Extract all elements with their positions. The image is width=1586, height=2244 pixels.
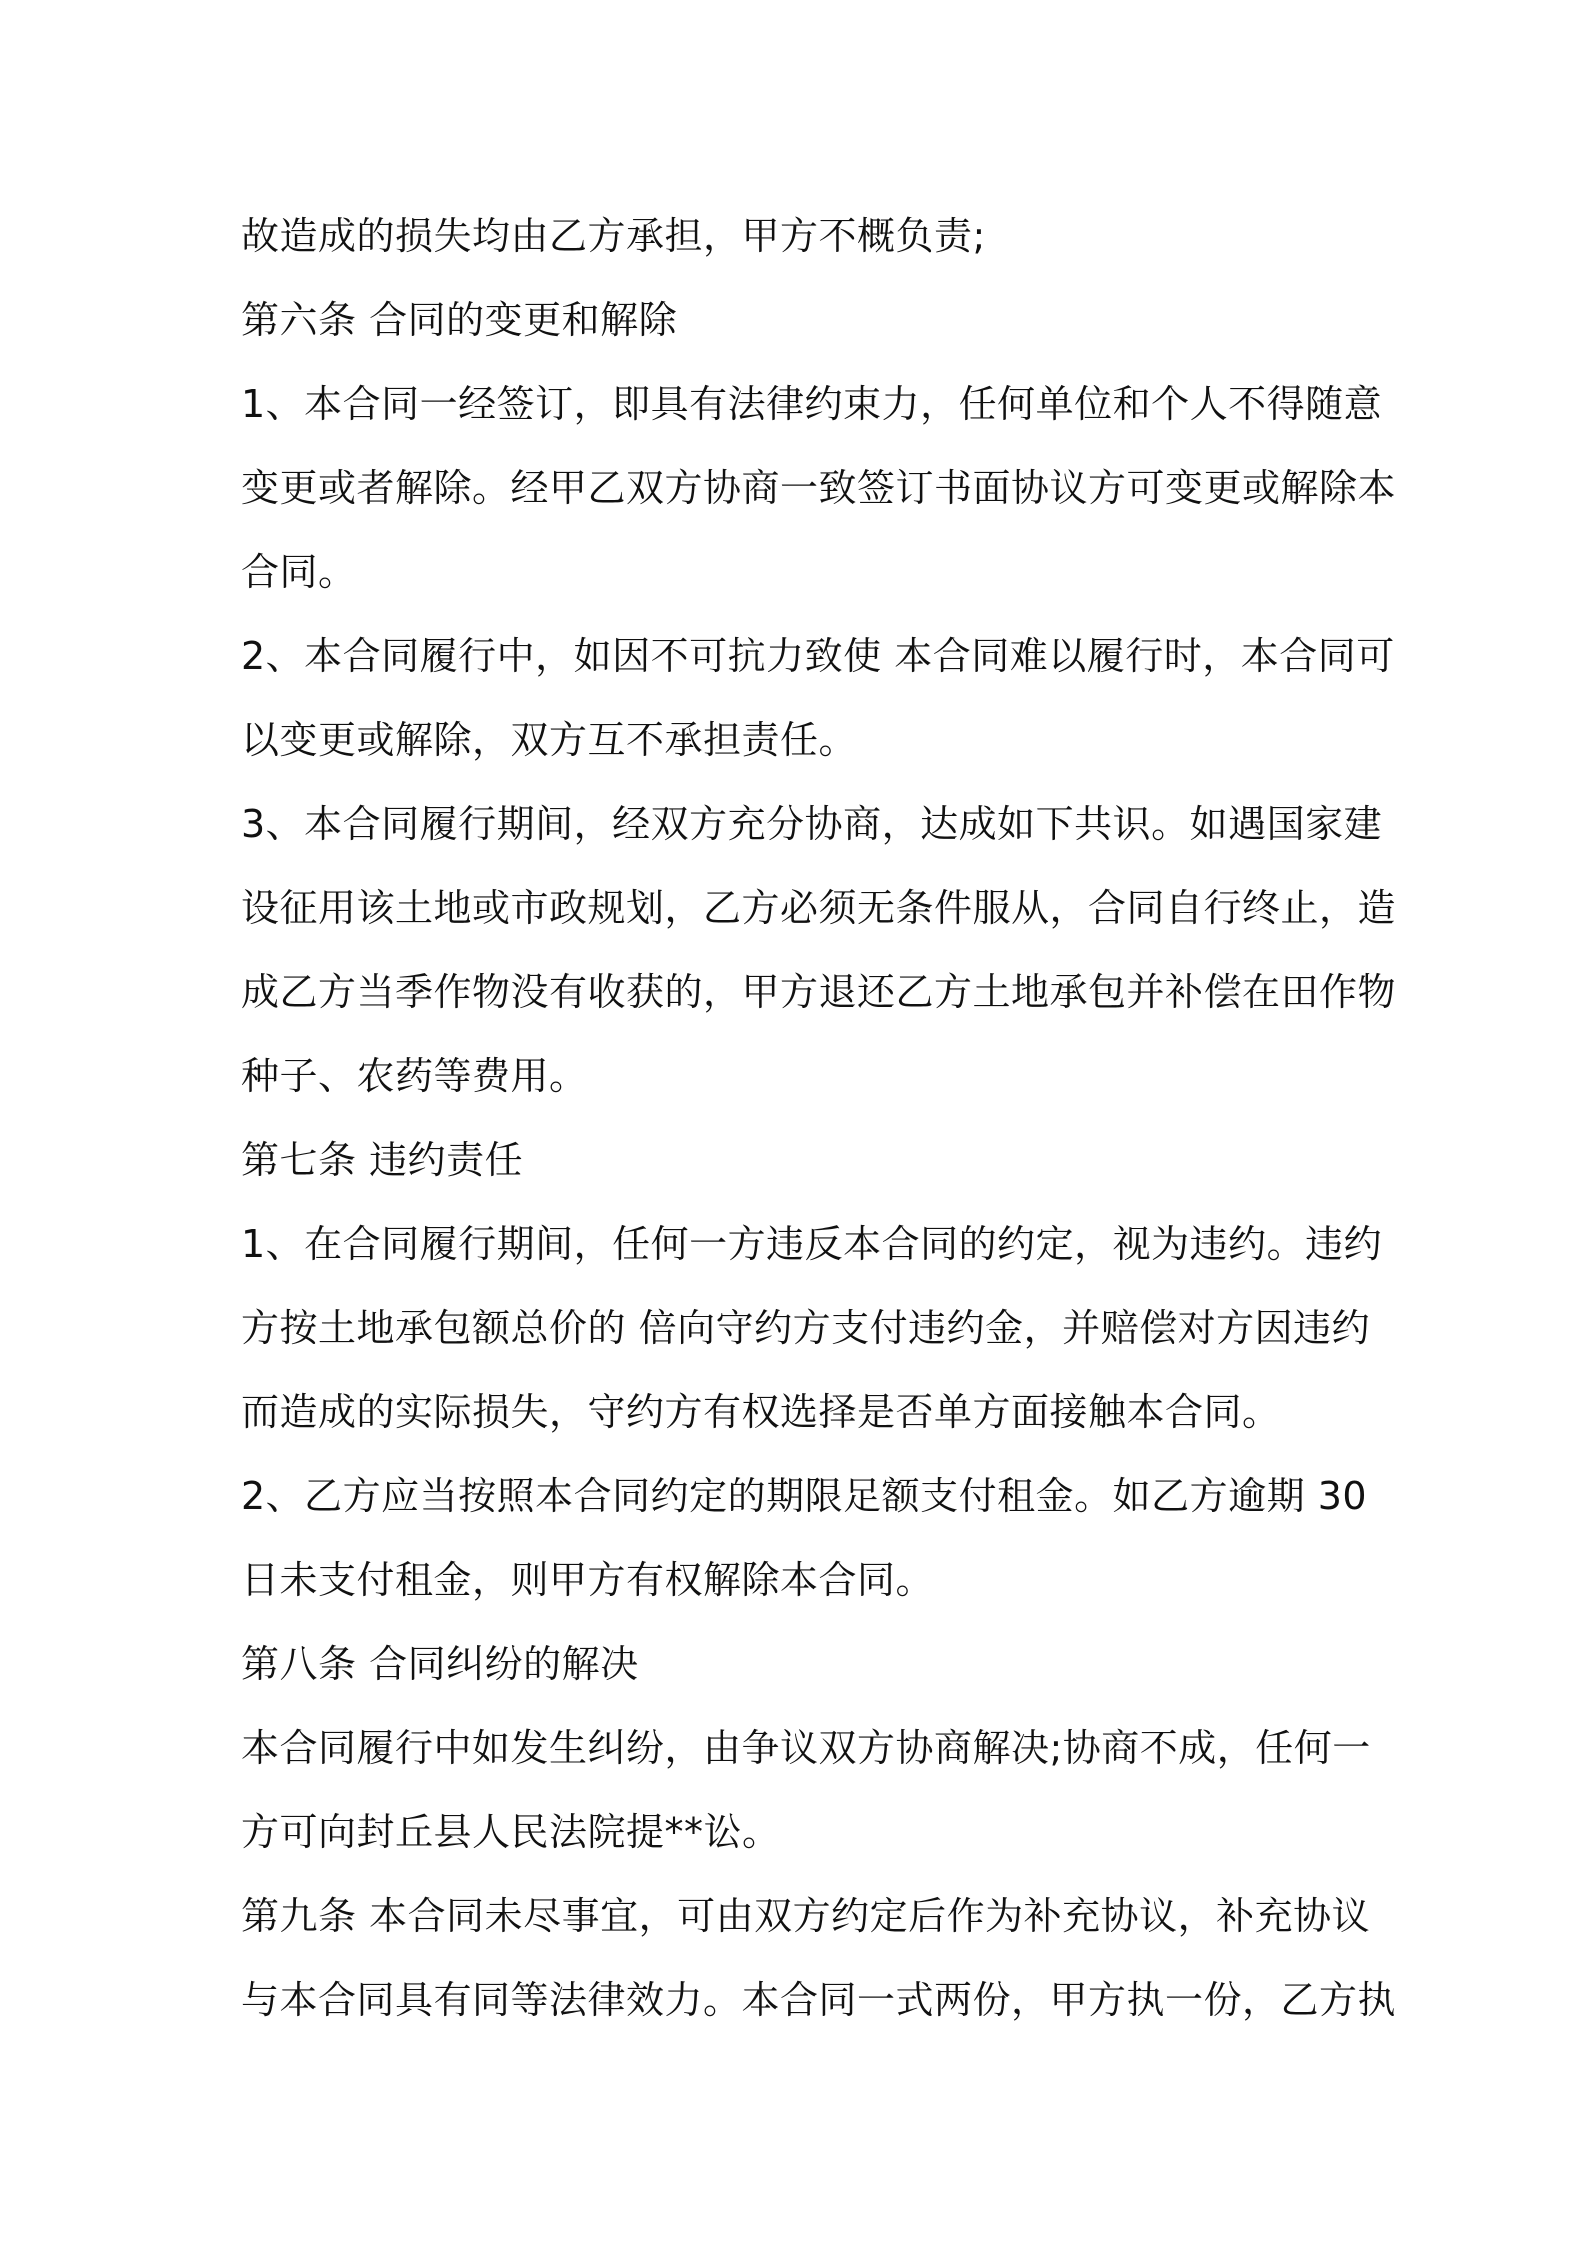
text-line-20: 方可向封丘县人民法院提**讼。 (241, 1810, 781, 1854)
text-line-14: 方按土地承包额总价的 倍向守约方支付违约金，并赔偿对方因违约 (241, 1306, 1371, 1350)
text-line-6: 2、本合同履行中，如因不可抗力致使 本合同难以履行时，本合同可 (241, 634, 1395, 678)
text-line-5: 合同。 (241, 550, 357, 594)
article-7-heading: 第七条 违约责任 (241, 1138, 524, 1182)
article-8-heading: 第八条 合同纠纷的解决 (241, 1642, 639, 1686)
text-line-3: 1、本合同一经签订，即具有法律约束力，任何单位和个人不得随意 (241, 382, 1383, 426)
text-line-9: 设征用该土地或市政规划，乙方必须无条件服从，合同自行终止，造 (241, 886, 1397, 930)
text-line-19: 本合同履行中如发生纠纷，由争议双方协商解决;协商不成，任何一 (241, 1726, 1371, 1770)
text-line-7: 以变更或解除，双方互不承担责任。 (241, 718, 858, 762)
text-line-17: 日未支付租金，则甲方有权解除本合同。 (241, 1558, 935, 1602)
text-line-16: 2、乙方应当按照本合同约定的期限足额支付租金。如乙方逾期 30 (241, 1474, 1368, 1518)
text-line-8: 3、本合同履行期间，经双方充分协商，达成如下共识。如遇国家建 (241, 802, 1383, 846)
text-line-13: 1、在合同履行期间，任何一方违反本合同的约定，视为违约。违约 (241, 1222, 1383, 1266)
article-6-heading: 第六条 合同的变更和解除 (241, 298, 678, 342)
text-line-15: 而造成的实际损失，守约方有权选择是否单方面接触本合同。 (241, 1390, 1281, 1434)
text-line-22: 与本合同具有同等法律效力。本合同一式两份，甲方执一份，乙方执 (241, 1978, 1397, 2022)
text-line-10: 成乙方当季作物没有收获的，甲方退还乙方土地承包并补偿在田作物 (241, 970, 1397, 1014)
text-line-1: 故造成的损失均由乙方承担，甲方不概负责; (241, 214, 986, 258)
text-line-11: 种子、农药等费用。 (241, 1054, 588, 1098)
text-line-4: 变更或者解除。经甲乙双方协商一致签订书面协议方可变更或解除本 (241, 466, 1397, 510)
article-9-text: 第九条 本合同未尽事宜，可由双方约定后作为补充协议，补充协议 (241, 1894, 1371, 1938)
contract-text-body (241, 194, 1397, 2042)
